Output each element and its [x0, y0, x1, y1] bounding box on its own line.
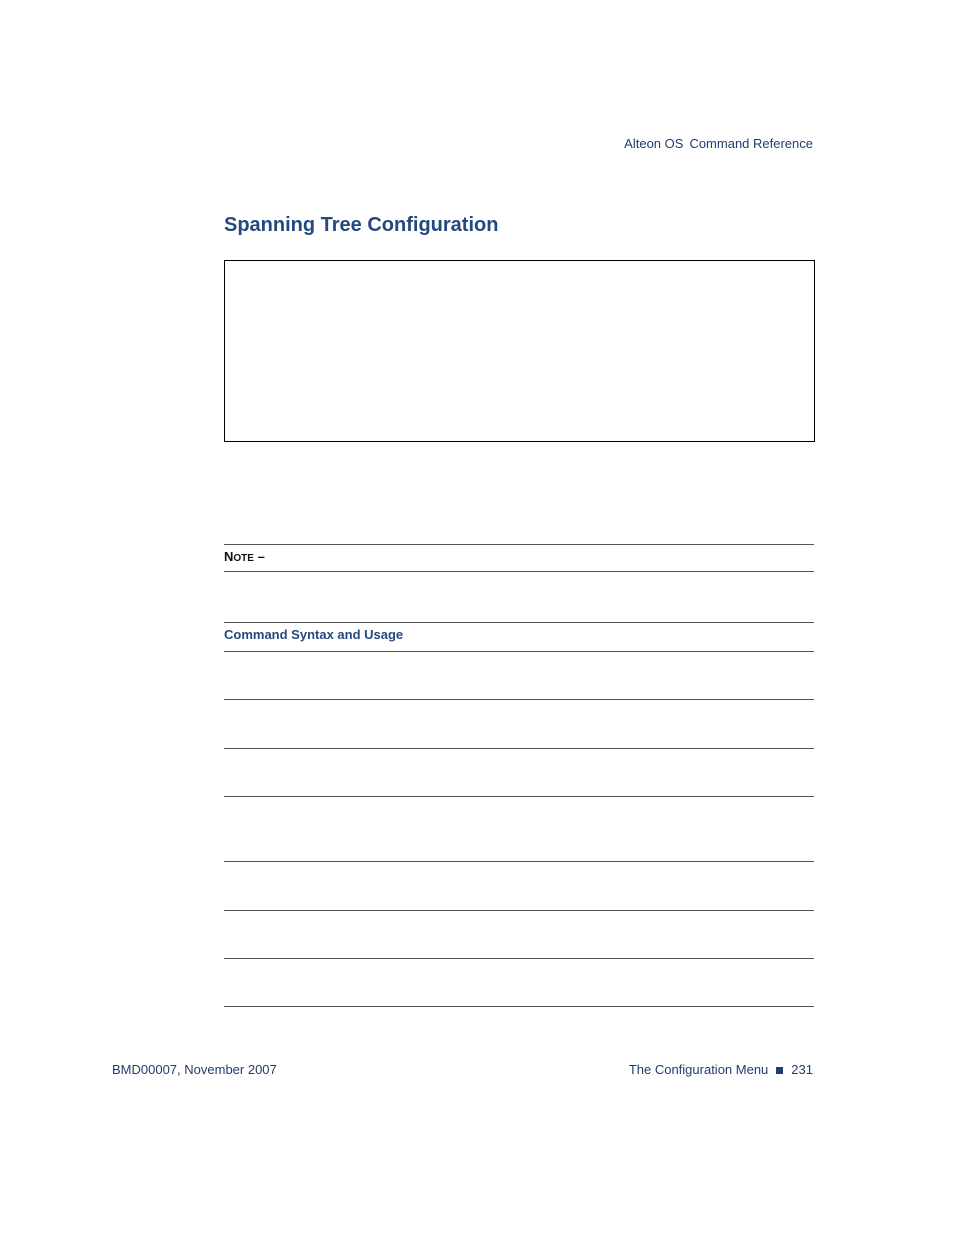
table-row [224, 959, 814, 1007]
note-block [224, 544, 814, 572]
table-row [224, 700, 814, 749]
footer-page-number: 231 [791, 1062, 813, 1077]
table-row [224, 797, 814, 862]
section-title: Spanning Tree Configuration [224, 214, 499, 236]
command-table [224, 622, 814, 1007]
table-row [224, 749, 814, 797]
note-label-initial: N [224, 549, 234, 564]
note-label-dash: – [253, 549, 265, 564]
table-row [224, 862, 814, 911]
header-title: Command Reference [689, 136, 813, 151]
footer-doc-id: BMD00007, November 2007 [112, 1062, 277, 1077]
header-product: Alteon OS [624, 136, 684, 151]
note-label [224, 549, 265, 564]
footer-chapter: The Configuration Menu [628, 1062, 769, 1077]
note-label-rest: OTE [233, 553, 254, 564]
menu-output-box [224, 260, 815, 442]
command-table-header-label: Command Syntax and Usage [224, 627, 404, 642]
running-header [624, 136, 813, 151]
table-row [224, 911, 814, 959]
footer-page-info [629, 1062, 813, 1077]
table-row [224, 652, 814, 700]
square-bullet-icon [776, 1067, 783, 1074]
command-table-header [224, 622, 814, 652]
